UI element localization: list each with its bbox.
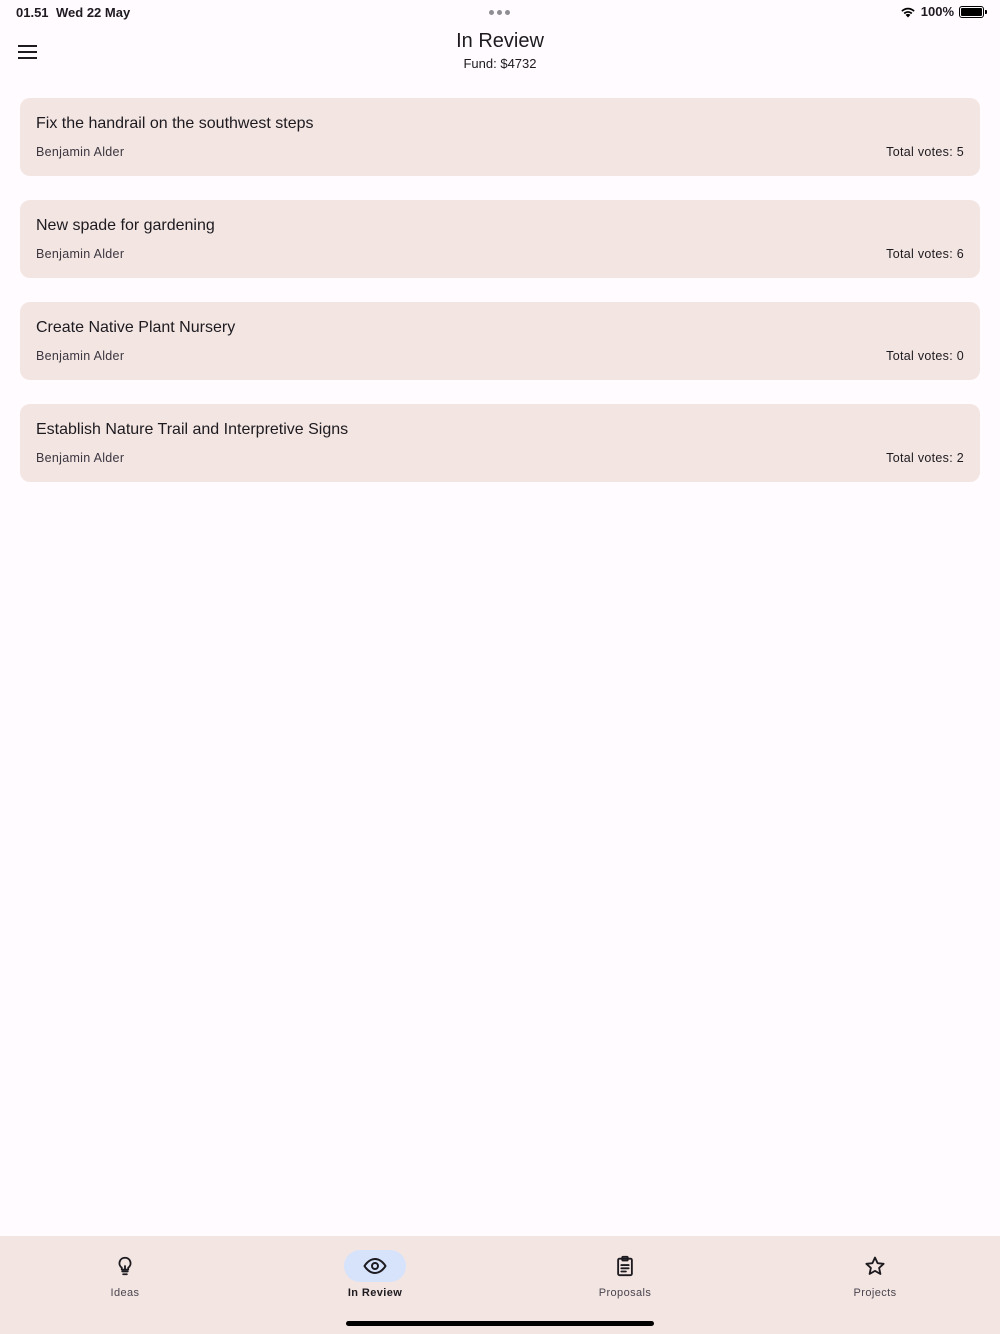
header xyxy=(0,30,1000,71)
home-indicator[interactable] xyxy=(346,1321,654,1326)
bottom-navigation xyxy=(0,1236,1000,1334)
card-votes: Total votes: 0 xyxy=(886,349,964,363)
card-author: Benjamin Alder xyxy=(36,145,125,159)
eye-icon xyxy=(363,1254,387,1278)
star-icon xyxy=(864,1255,886,1277)
wifi-icon xyxy=(900,6,916,18)
card-title: Establish Nature Trail and Interpretive Signs xyxy=(36,421,349,438)
status-time: 01.51 xyxy=(16,5,49,20)
status-right xyxy=(900,4,984,19)
nav-indicator xyxy=(344,1250,406,1282)
lightbulb-icon xyxy=(114,1255,136,1277)
battery-icon xyxy=(959,6,984,18)
status-date: Wed 22 May xyxy=(56,5,131,20)
card-author: Benjamin Alder xyxy=(36,247,125,261)
review-card[interactable] xyxy=(20,404,980,482)
card-author: Benjamin Alder xyxy=(36,451,125,465)
review-card[interactable] xyxy=(20,200,980,278)
nav-label: Projects xyxy=(853,1287,897,1299)
nav-label: Proposals xyxy=(598,1287,652,1299)
card-author: Benjamin Alder xyxy=(36,349,125,363)
battery-percent: 100% xyxy=(920,4,954,19)
card-title: Fix the handrail on the southwest steps xyxy=(36,115,314,132)
review-card[interactable] xyxy=(20,302,980,380)
multitasking-dots-icon[interactable] xyxy=(489,10,510,15)
nav-indicator xyxy=(594,1250,656,1282)
nav-indicator xyxy=(94,1250,156,1282)
nav-item-ideas[interactable] xyxy=(0,1236,250,1334)
clipboard-icon xyxy=(614,1255,636,1277)
nav-item-in-review[interactable] xyxy=(250,1236,500,1334)
status-bar xyxy=(0,0,1000,24)
review-card[interactable] xyxy=(20,98,980,176)
card-votes: Total votes: 6 xyxy=(886,247,964,261)
nav-label: Ideas xyxy=(110,1287,140,1299)
review-list xyxy=(20,98,980,506)
card-votes: Total votes: 2 xyxy=(886,451,964,465)
card-title: Create Native Plant Nursery xyxy=(36,319,236,336)
nav-indicator xyxy=(844,1250,906,1282)
fund-label: Fund: $4732 xyxy=(463,56,537,71)
nav-item-projects[interactable] xyxy=(750,1236,1000,1334)
card-title: New spade for gardening xyxy=(36,217,215,234)
nav-item-proposals[interactable] xyxy=(500,1236,750,1334)
page-title: In Review xyxy=(456,30,544,52)
nav-label: In Review xyxy=(347,1287,403,1299)
card-votes: Total votes: 5 xyxy=(886,145,964,159)
